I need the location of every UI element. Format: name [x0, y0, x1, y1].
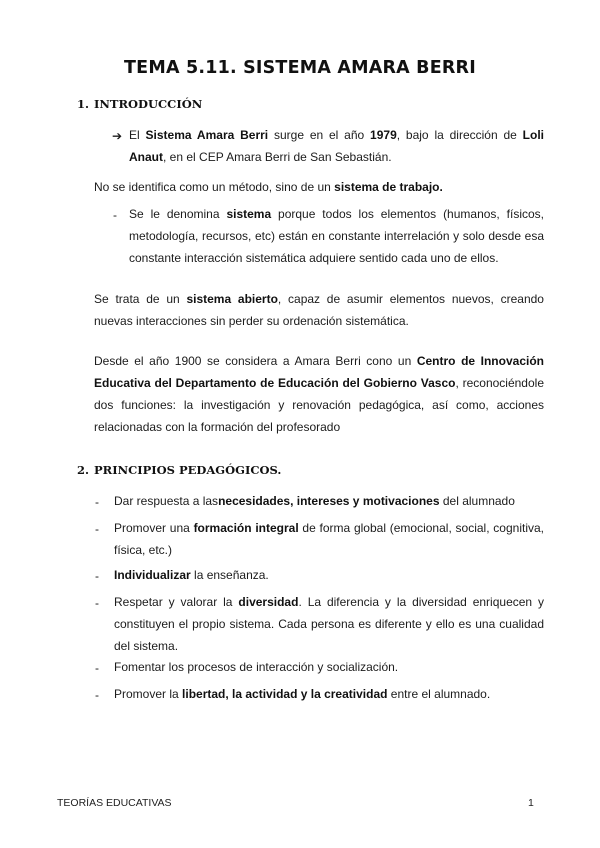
intro-dash-item: Se le denomina sistema porque todos los elementos (humanos, físicos, metodología, recursos, etc) están en constante interrelación y solo desde esa constante interacción sistemática adquiere sentido cada uno de ellos. [129, 207, 545, 265]
principle-item: Fomentar los procesos de interacción y socialización. [114, 660, 399, 674]
principle-item: Respetar y valorar la diversidad. La diferencia y la diversidad enriquecen y constituyen el propio sistema. Cada persona es diferente y ello es una cualidad del sistema. [114, 595, 545, 653]
dash-bullet: - [113, 208, 117, 222]
dash-bullet: - [95, 569, 99, 583]
intro-paragraph-3: Desde el año 1900 se considera a Amara Berri cono un Centro de Innovación Educativa del Departamento de Educación del Gobierno Vasco, reconociéndole dos funciones: la investigación y renovación pedagógica, así como, acciones relacionadas con la formación del profesorado [94, 354, 544, 434]
document-title: TEMA 5.11. SISTEMA AMARA BERRI [124, 58, 476, 78]
footer-label: TEORÍAS EDUCATIVAS [57, 797, 172, 809]
intro-arrow-item: El Sistema Amara Berri surge en el año 1979, bajo la dirección de Loli Anaut, en el CEP Amara Berri de San Sebastián. [129, 128, 544, 164]
section-2-heading: PRINCIPIOS PEDAGÓGICOS. [94, 463, 282, 477]
section-1-heading: INTRODUCCIÓN [94, 97, 203, 111]
page-number: 1 [528, 797, 534, 809]
intro-paragraph-1: No se identifica como un método, sino de un sistema de trabajo. [94, 180, 443, 194]
dash-bullet: - [95, 522, 99, 536]
principle-item: Promover una formación integral de forma global (emocional, social, cognitiva, física, etc.) [114, 521, 545, 557]
arrow-bullet-icon: ➔ [112, 129, 123, 143]
dash-bullet: - [95, 495, 99, 509]
dash-bullet: - [95, 661, 99, 675]
dash-bullet: - [95, 596, 99, 610]
intro-paragraph-2: Se trata de un sistema abierto, capaz de asumir elementos nuevos, creando nuevas interacciones sin perder su ordenación sistemática. [94, 292, 544, 328]
section-1-number: 1. [77, 97, 90, 111]
principle-item: Dar respuesta a lasnecesidades, intereses y motivaciones del alumnado [114, 494, 515, 508]
principle-item: Individualizar la enseñanza. [114, 568, 269, 582]
section-2-number: 2. [77, 463, 90, 477]
dash-bullet: - [95, 688, 99, 702]
principle-item: Promover la libertad, la actividad y la creatividad entre el alumnado. [114, 687, 491, 701]
